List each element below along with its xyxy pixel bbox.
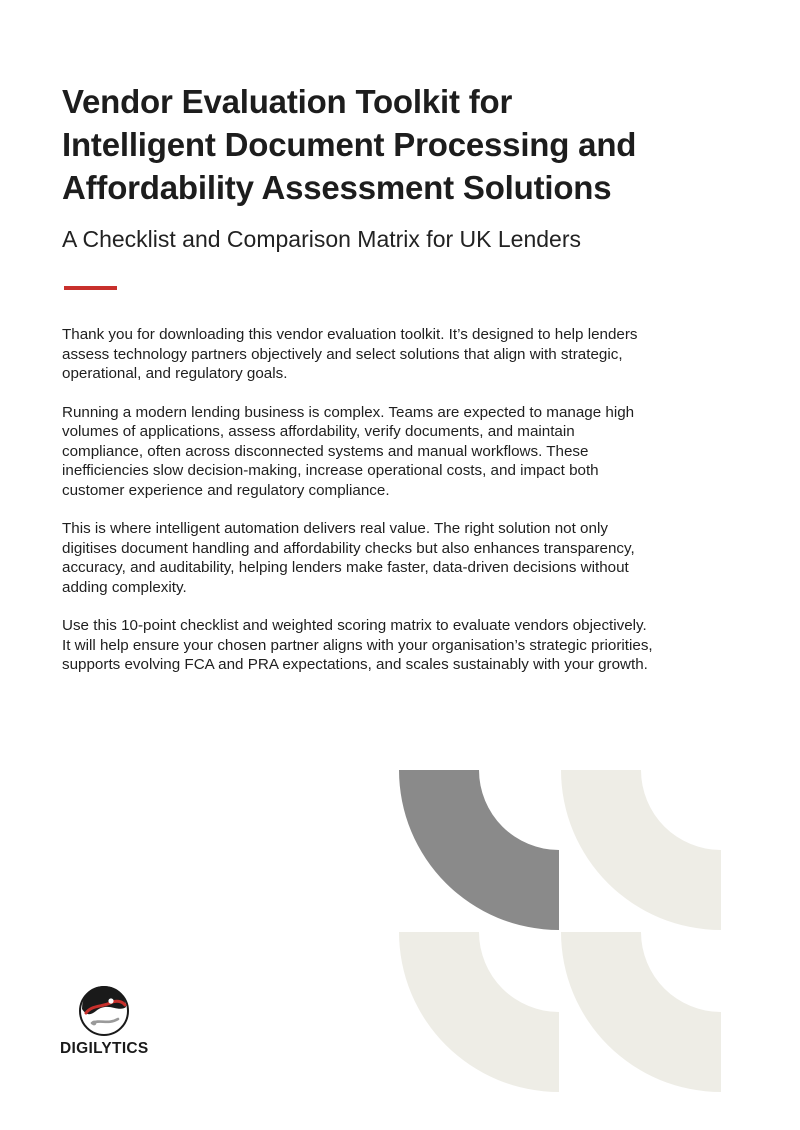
text-line: adding complexity. [62, 578, 187, 596]
text-line: It will help ensure your chosen partner aligns with your organisation’s strategic priorities, [62, 636, 653, 654]
text-line: Use this 10-point checklist and weighted scoring matrix to evaluate vendors objectively. [62, 617, 647, 634]
brand-name: DIGILYTICS [60, 1040, 149, 1057]
digilytics-logo-icon [78, 985, 130, 1037]
usage-paragraph [62, 616, 712, 675]
decor-arc-dark [399, 770, 559, 930]
text-line: Running a modern lending business is complex. Teams are expected to manage high [62, 403, 635, 421]
decor-arc-light [561, 932, 721, 1092]
text-line: This is where intelligent automation delivers real value. The right solution not only [62, 520, 608, 537]
title-line: Affordability Assessment Solutions [62, 169, 612, 206]
context-paragraph [62, 403, 712, 501]
text-line: accuracy, and auditability, helping lenders make faster, data-driven decisions without [62, 559, 629, 576]
text-line: digitises document handling and affordability checks but also enhances transparency, [62, 539, 635, 557]
decor-arc-light [399, 932, 559, 1092]
text-line: compliance, often across disconnected systems and manual workflows. These [62, 442, 589, 460]
text-line: operational, and regulatory goals. [62, 365, 288, 382]
decorative-quarter-arcs [399, 770, 723, 1094]
accent-divider [64, 286, 117, 290]
document-title [62, 80, 722, 209]
text-line: volumes of applications, assess affordability, verify documents, and maintain [62, 423, 575, 440]
text-line: customer experience and regulatory compliance. [62, 481, 390, 499]
text-line: supports evolving FCA and PRA expectations, and scales sustainably with your growth. [62, 656, 648, 673]
decor-arc-light [561, 770, 721, 930]
brand-logo [60, 985, 152, 1058]
text-line: assess technology partners objectively and select solutions that align with strategic, [62, 345, 623, 363]
document-subtitle: A Checklist and Comparison Matrix for UK Lenders [62, 226, 581, 252]
title-line: Intelligent Document Processing and [62, 126, 637, 163]
text-line: Thank you for downloading this vendor evaluation toolkit. It’s designed to help lenders [62, 326, 638, 343]
value-paragraph [62, 519, 712, 597]
title-line: Vendor Evaluation Toolkit for [62, 83, 513, 120]
text-line: inefficiencies slow decision-making, increase operational costs, and impact both [62, 462, 599, 479]
body-text [62, 325, 712, 694]
intro-paragraph [62, 325, 712, 384]
